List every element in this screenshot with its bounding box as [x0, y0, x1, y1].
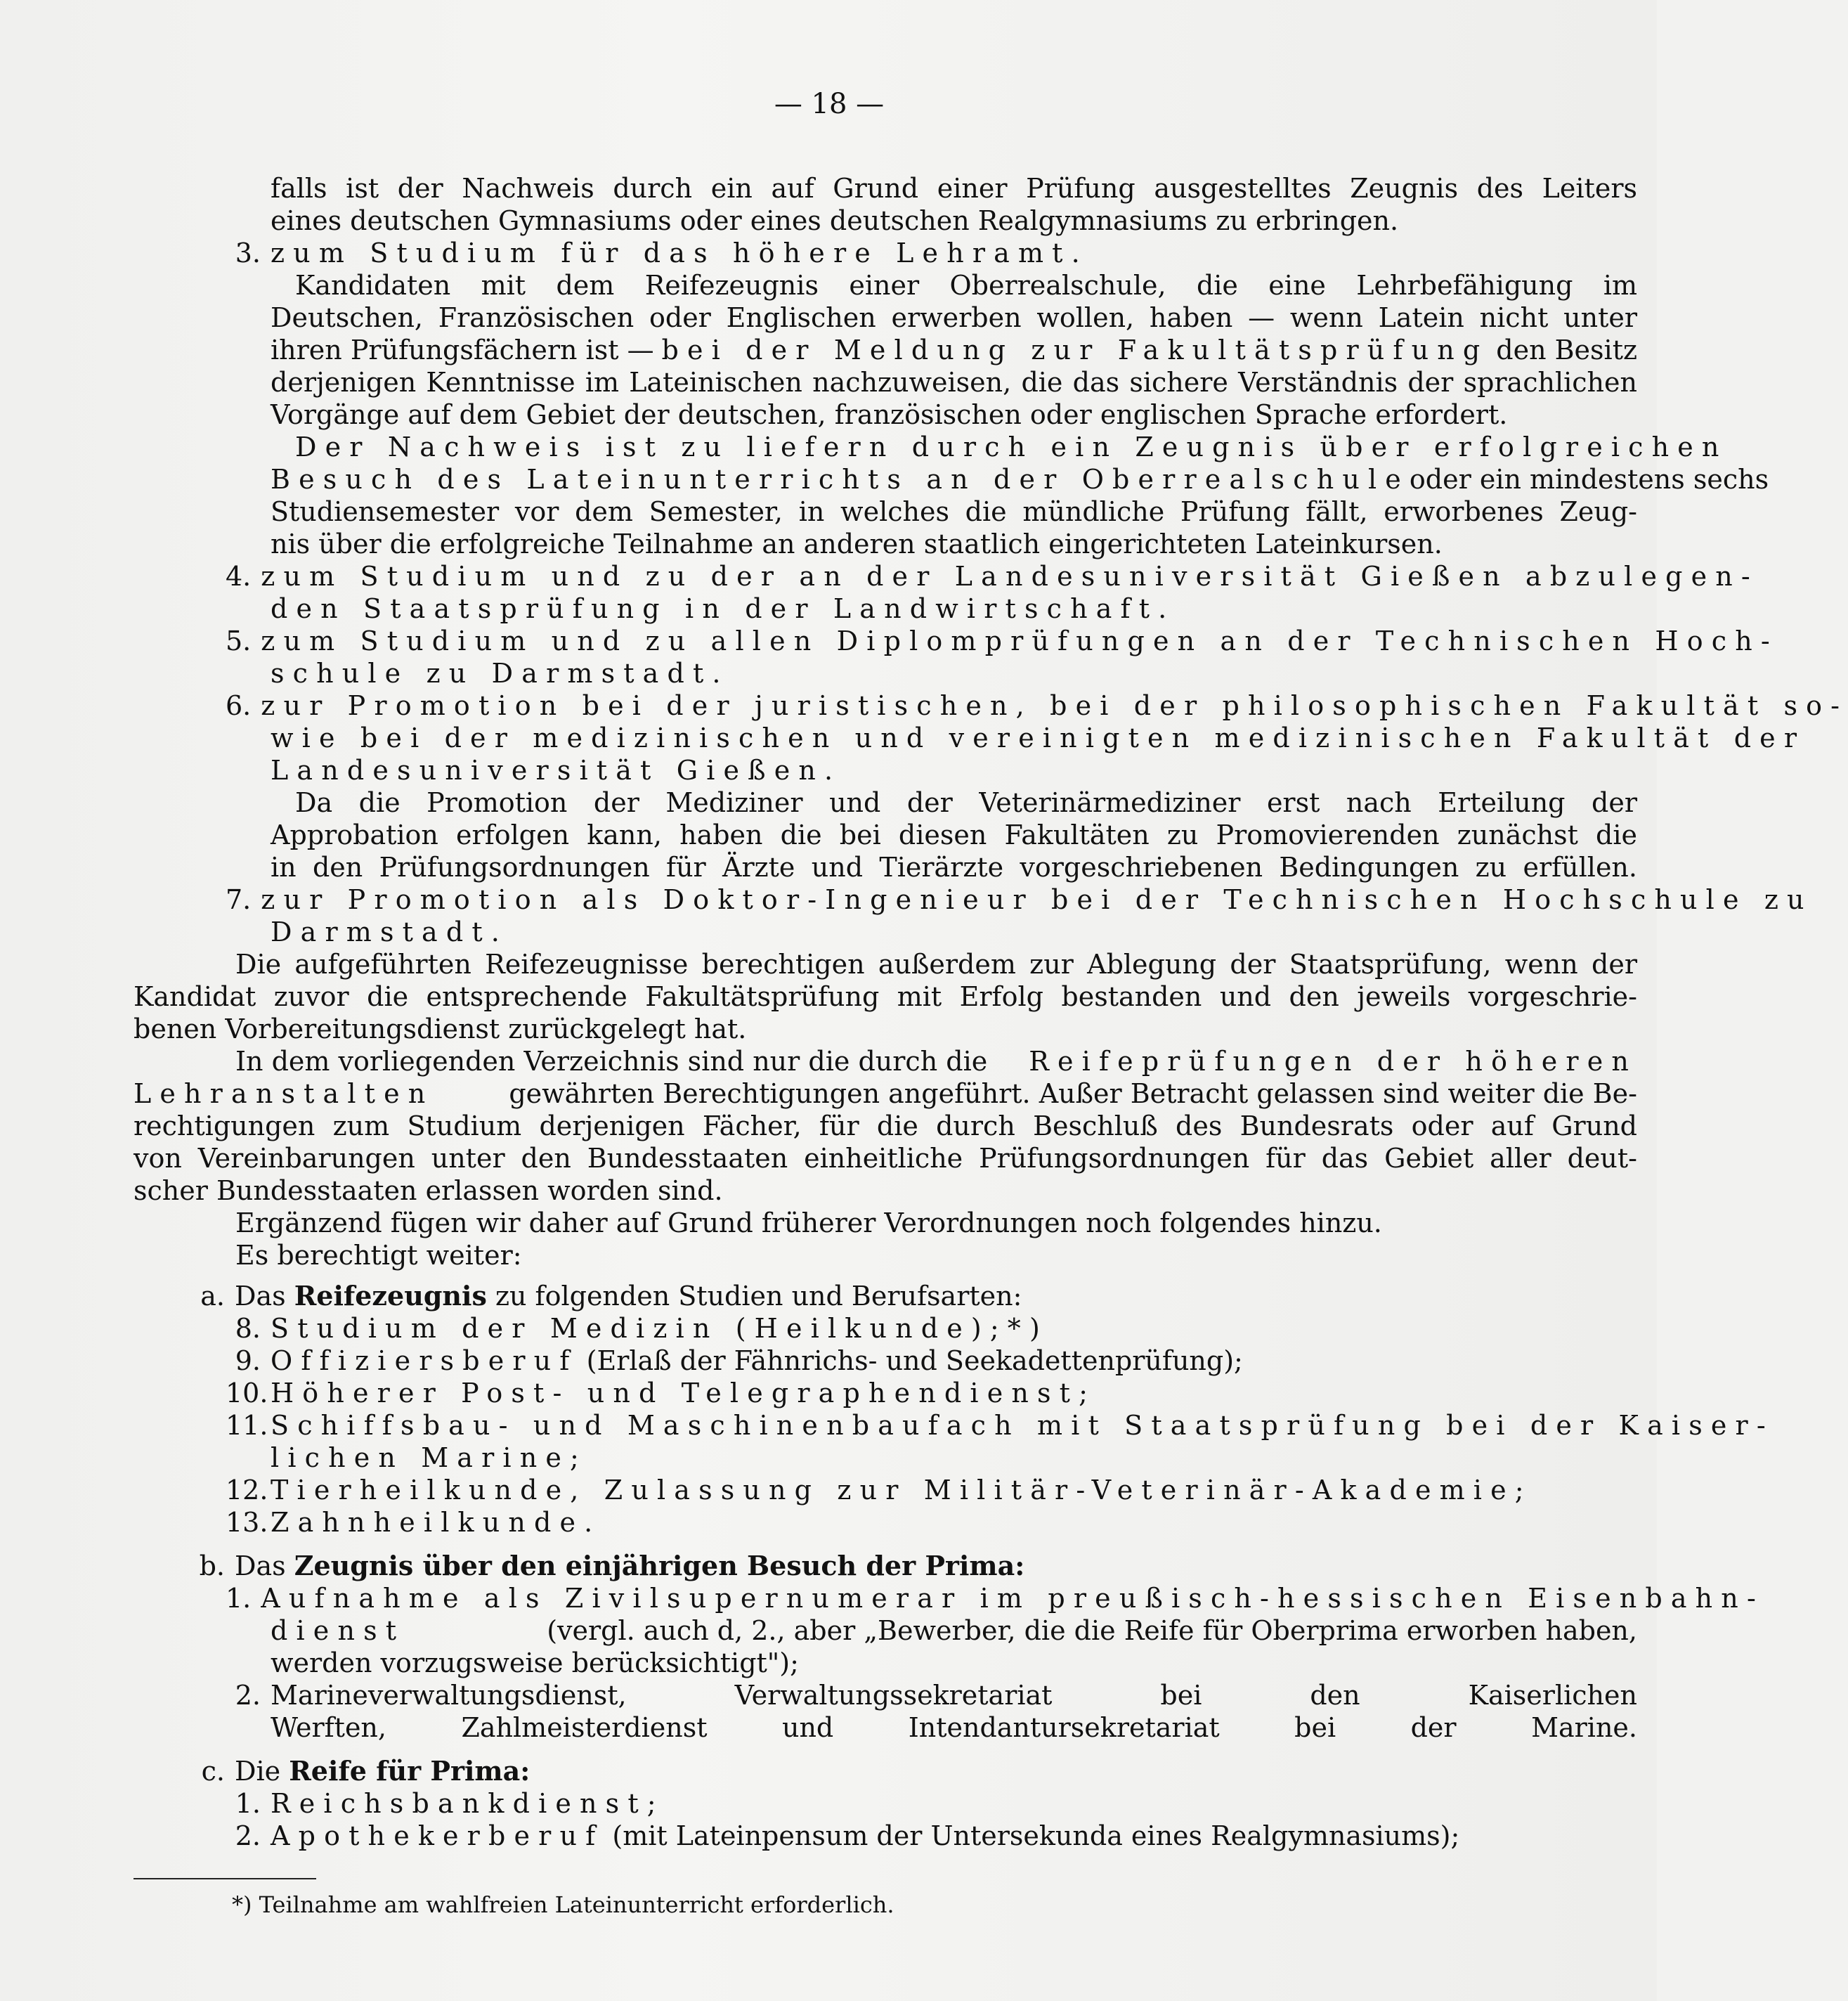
list-item-11 [226, 1409, 1774, 1442]
text-span: Das [235, 1550, 286, 1581]
list-item-4 [226, 560, 1759, 592]
text-line: Studiensemester vor dem Semester, in welches die mündliche Prüfung fällt, erworbenes Zeug- [271, 496, 1637, 527]
text-line: werden vorzugsweise berücksichtigt"); [271, 1647, 799, 1678]
list-item-10 [226, 1377, 1096, 1409]
item-heading: zum Studium für das höhere Lehramt. [271, 238, 1088, 268]
item-heading: Zahnheilkunde. [271, 1507, 601, 1538]
item-number: 4. [226, 561, 252, 592]
footnote-rule [134, 1878, 316, 1879]
text-span: Das [235, 1281, 286, 1312]
text-line: Approbation erfolgen kann, haben die bei diesen Fakultäten zu Promovierenden zunächst die [271, 820, 1637, 850]
section-b [190, 1550, 1024, 1582]
text-line [271, 1614, 1637, 1647]
text-line: schule zu Darmstadt. [271, 658, 729, 689]
item-heading: Apothekerberuf [271, 1820, 604, 1851]
list-item-3 [226, 237, 1088, 269]
text-line: von Vereinbarungen unter den Bundesstaaten einheitliche Prüfungsordnungen für das Gebiet aller deut- [134, 1143, 1637, 1174]
text-span: (vergl. auch d, 2., aber „Bewerber, die die Reife für Oberprima erworben haben, [547, 1615, 1637, 1646]
item-heading: Studium der Medizin (Heilkunde);*) [271, 1313, 1048, 1344]
text-line: Vorgänge auf dem Gebiet der deutschen, französischen oder englischen Sprache erfordert. [271, 399, 1508, 430]
item-number: 11. [226, 1410, 268, 1441]
item-number: 2. [235, 1820, 261, 1851]
text-line: Kandidat zuvor die entsprechende Fakultätsprüfung mit Erfolg bestanden und den jeweils vorgeschrie- [134, 981, 1637, 1012]
item-heading: Marineverwaltungsdienst, Verwaltungssekretariat bei den Kaiserlichen [271, 1680, 1637, 1711]
item-heading: Schiffsbau- und Maschinenbaufach mit Staatsprüfung bei der Kaiser- [271, 1410, 1774, 1441]
text-line: Kandidaten mit dem Reifezeugnis einer Oberrealschule, die eine Lehrbefähigung im [295, 270, 1637, 301]
text-line [271, 463, 1769, 496]
item-number: 1. [235, 1788, 261, 1819]
text-span: In dem vorliegenden Verzeichnis sind nur die durch die [235, 1046, 988, 1077]
item-number: 1. [226, 1583, 252, 1614]
bold-span: Reife für Prima: [289, 1755, 531, 1787]
item-heading: Tierheilkunde, Zulassung zur Militär-Veterinär-Akademie; [271, 1475, 1533, 1505]
item-number: 2. [235, 1680, 261, 1711]
text-line: Es berechtigt weiter: [235, 1240, 522, 1271]
text-line [134, 1077, 1637, 1110]
text-line: rechtigungen zum Studium derjenigen Fächer, für die durch Beschluß des Bundesrats oder auf Grund [134, 1110, 1637, 1141]
list-item-9 [226, 1345, 1243, 1377]
text-span: oder ein mindestens sechs [1409, 464, 1769, 495]
text-line: den Staatsprüfung in der Landwirtschaft. [271, 593, 1176, 624]
text-span: den Besitz [1496, 335, 1637, 365]
text-line: wie bei der medizinischen und vereinigten medizinischen Fakultät der [271, 723, 1806, 753]
text-line: lichen Marine; [271, 1442, 587, 1473]
text-span: zu folgenden Studien und Berufsarten: [495, 1281, 1022, 1312]
text-line: Da die Promotion der Mediziner und der Veterinärmediziner erst nach Erteilung der [295, 787, 1637, 818]
emphasis-span: bei der Meldung zur Fakultätsprüfung [661, 335, 1489, 365]
text-line: Ergänzend fügen wir daher auf Grund früherer Verordnungen noch folgendes hinzu. [235, 1207, 1382, 1238]
list-item-5 [226, 625, 1778, 657]
text-line: scher Bundesstaaten erlassen worden sind. [134, 1175, 723, 1206]
item-heading: Offiziersberuf [271, 1345, 578, 1376]
text-line [235, 1045, 1637, 1077]
list-item-8 [226, 1312, 1048, 1345]
text-line: Landesuniversität Gießen. [271, 755, 842, 786]
emphasis-span: Reifeprüfungen der höheren [1029, 1046, 1637, 1077]
footnote: *) Teilnahme am wahlfreien Lateinunterricht erforderlich. [232, 1891, 894, 1918]
text-line [271, 334, 1637, 366]
emphasis-span: Besuch des Lateinunterrichts an der Oberrealschule [271, 464, 1410, 495]
item-heading: zum Studium und zu allen Diplomprüfungen an der Technischen Hoch- [261, 626, 1778, 656]
text-line: derjenigen Kenntnisse im Lateinischen nachzuweisen, die das sichere Verständnis der sprachlichen [271, 367, 1637, 398]
item-number: 5. [226, 626, 252, 656]
item-heading: zum Studium und zu der an der Landesuniversität Gießen abzulegen- [261, 561, 1759, 592]
item-number: 6. [226, 690, 252, 721]
list-item-1 [226, 1582, 1764, 1614]
text-line: Deutschen, Französischen oder Englischen erwerben wollen, haben — wenn Latein nicht unter [271, 302, 1637, 333]
section-letter: a. [200, 1281, 225, 1312]
emphasis-span: dienst [271, 1615, 405, 1646]
text-line: Darmstadt. [271, 917, 509, 947]
text-line: Die aufgeführten Reifezeugnisse berechtigen außerdem zur Ablegung der Staatsprüfung, wenn der [235, 949, 1637, 980]
item-number: 12. [226, 1475, 268, 1505]
text-span: (mit Lateinpensum der Untersekunda eines Realgymnasiums); [612, 1820, 1460, 1851]
text-line: eines deutschen Gymnasiums oder eines deutschen Realgymnasiums zu erbringen. [271, 205, 1399, 236]
text-line: Werften, Zahlmeisterdienst und Intendantursekretariat bei der Marine. [271, 1712, 1637, 1743]
item-heading: Aufnahme als Zivilsupernumerar im preußisch-hessischen Eisenbahn- [261, 1583, 1764, 1614]
item-number: 7. [226, 884, 252, 915]
text-span: (Erlaß der Fähnrichs- und Seekadettenprüfung); [586, 1345, 1243, 1376]
emphasis-span: Lehranstalten [134, 1078, 434, 1109]
item-number: 8. [235, 1313, 261, 1344]
list-item-6 [226, 689, 1848, 722]
text-span: gewährten Berechtigungen angeführt. Außer Betracht gelassen sind weiter die Be- [509, 1078, 1637, 1109]
list-item-2c [226, 1820, 1459, 1852]
section-letter: b. [199, 1550, 225, 1581]
text-line: in den Prüfungsordnungen für Ärzte und Tierärzte vorgeschriebenen Bedingungen zu erfüllen. [271, 852, 1637, 883]
text-span: ihren Prüfungsfächern ist — [271, 335, 654, 365]
bold-span: Zeugnis über den einjährigen Besuch der Prima: [294, 1550, 1025, 1581]
section-a [190, 1280, 1022, 1312]
item-heading: Höherer Post- und Telegraphendienst; [271, 1378, 1097, 1409]
page-number: — 18 — [774, 88, 885, 120]
item-heading: zur Promotion als Doktor-Ingenieur bei der Technischen Hochschule zu [261, 884, 1813, 915]
item-number: 3. [235, 238, 261, 268]
text-line: falls ist der Nachweis durch ein auf Grund einer Prüfung ausgestelltes Zeugnis des Leiters [271, 173, 1637, 204]
list-item-13 [226, 1506, 601, 1539]
item-heading: zur Promotion bei der juristischen, bei der philosophischen Fakultät so- [261, 690, 1848, 721]
list-item-2 [226, 1679, 1637, 1711]
section-c [190, 1755, 530, 1787]
list-item-12 [226, 1474, 1533, 1506]
section-letter: c. [201, 1756, 225, 1787]
item-number: 13. [226, 1507, 268, 1538]
item-number: 9. [235, 1345, 261, 1376]
text-line: Der Nachweis ist zu liefern durch ein Zeugnis über erfolgreichen [295, 432, 1728, 462]
bold-span: Reifezeugnis [294, 1280, 487, 1312]
list-item-7 [226, 883, 1813, 916]
item-heading: Reichsbankdienst; [271, 1788, 665, 1819]
text-span: Die [235, 1756, 281, 1787]
text-line: nis über die erfolgreiche Teilnahme an anderen staatlich eingerichteten Lateinkursen. [271, 529, 1443, 559]
list-item-1c [226, 1787, 665, 1820]
item-number: 10. [226, 1378, 268, 1409]
text-line: benen Vorbereitungsdienst zurückgelegt hat. [134, 1014, 747, 1044]
